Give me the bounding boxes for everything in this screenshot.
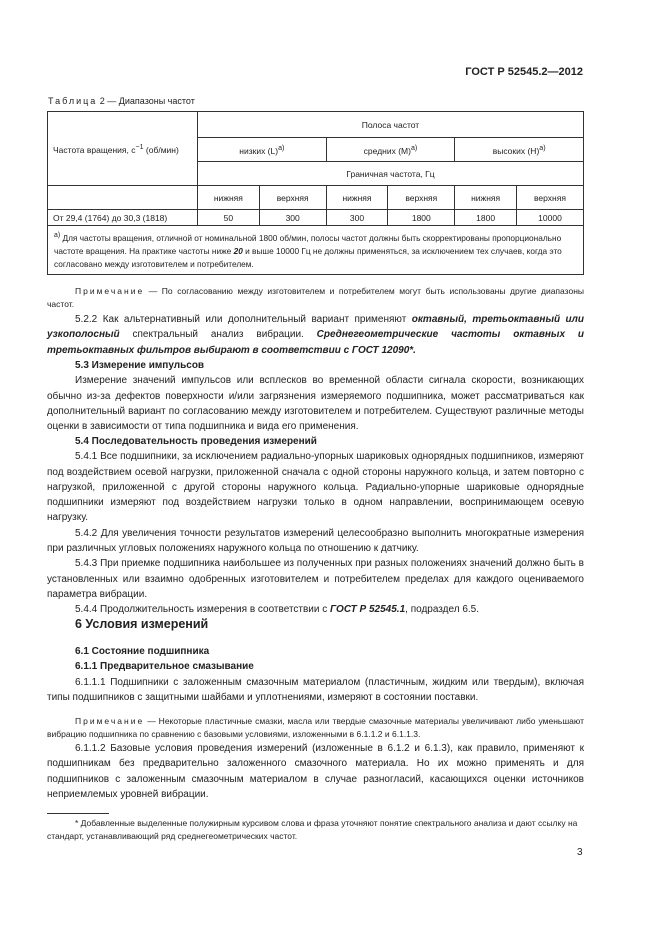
limit-frequency-header: Граничная частота, Гц [198,162,584,186]
note-text: — По согласованию между изготовителем и потребителем могут быть использованы другие диапазоны частот. [47,286,584,309]
page-footnote: * Добавленные выделенные полужирным курсивом слова и фраза уточняют понятие спектрального анализа и дают ссылку на стандарт, устанавливающий ряд среднегеометрических частот. [47,818,578,841]
paragraph-5-2-2: 5.2.2 Как альтернативный или дополнительный вариант применяют октавный, третьоктавный или узкополосный спектральный анализ вибрации. Среднегеометрические частоты октавных и третьоктавных фильтров выбирают в соответствии с ГОСТ 12090*. [47,314,584,356]
band-mid-header: средних $(M)^{a)}$ [326,138,455,162]
band-high-header: высоких $(H)^{a)}$ [455,138,584,162]
table-caption [48,96,195,106]
section-5-4 [47,434,584,618]
paragraph-6-1-1-1: 6.1.1.1 Подшипники с заложенным смазочным материалом (пластичным, жидким или твердым), включая типы подшипников с защитными шайбами и уплотнениями, измеряют в состоянии поставки. [47,676,584,703]
note-label: Примечание [75,716,145,726]
table-value: 1800 [388,210,455,226]
frequency-ranges-table [47,111,584,275]
section-5-4-heading: 5.4 Последовательность проведения измерений [75,436,317,447]
page-number: 3 [577,847,583,858]
section-5-3 [47,358,584,434]
table-footnote: $^{a)}$ Для частоты вращения, отличной от номинальной 1800 об/мин, полосы частот должны быть скорректированы пропорционально частоте вращения. На практике частоты ниже 20 и выше 10000 Гц не должны применяться, за исключением тех случаев, когда это согласовано между изготовителем и потребителем. [48,226,584,275]
rotation-speed-header: Частота вращения, $с^{-1}$ (об/мин) [48,112,198,186]
frequency-band-header: Полоса частот [198,112,584,138]
band-low-header: низких $(L)^{a)}$ [198,138,327,162]
paragraph-5-4-2: 5.4.2 Для увеличения точности результатов измерений целесообразно выполнить многократные измерения при различных угловых положениях наружного кольца по отношению к датчику. [47,527,584,555]
table-value: 10000 [516,210,583,226]
document-id-header: ГОСТ Р 52545.2—2012 [465,66,583,78]
table-value: 1800 [455,210,517,226]
footnote-separator [47,813,109,814]
table-value: 300 [326,210,388,226]
limit-label: верхняя [388,186,455,210]
section-5-3-text: Измерение значений импульсов или всплесков во временной области сигнала скорости, возникающих обычно из-за дефектов поверхности и/или загрязнения измеряемого подшипника, может рассматриваться как дополнительный вариант по согласованию между изготовителем и потребителем. Существуют различные методы оценки в зависимости от типа подшипника и вида его применения. [47,375,584,433]
paragraph-6-1-1-2: 6.1.1.2 Базовые условия проведения измерений (изложенные в 6.1.2 и 6.1.3), как правило, применяют к подшипникам без предварительно заложенного смазочного материала. Но их можно применять и для подшипников с заложенным смазочным материалом в случае разногласий, касающихся оценки источников неприемлемых уровней вибрации. [47,743,584,800]
table-caption-text: 2 — Диапазоны частот [97,96,195,106]
section-6-heading: 6 Условия измерений [75,617,209,631]
note-frequency-ranges [47,285,584,311]
table-value: 300 [259,210,326,226]
limit-label: верхняя [516,186,583,210]
paragraph-5-4-4: 5.4.4 Продолжительность измерения в соответствии с ГОСТ Р 52545.1, подраздел 6.5. [75,604,480,616]
empty-corner-cell [48,186,198,210]
paragraph-5-4-3: 5.4.3 При приемке подшипника наибольшее из полученных при разных положениях значений должно быть в установленных или взаимно одобренных изготовителем и потребителем пределах для каждого оцениваемого параметра вибрации. [47,558,584,600]
section-6-1-heading: 6.1 Состояние подшипника [75,646,210,657]
limit-label: нижняя [326,186,388,210]
section-5-3-heading: 5.3 Измерение импульсов [75,360,205,371]
limit-label: верхняя [259,186,326,210]
note-text: — Некоторые пластичные смазки, масла или твердые смазочные материалы увеличивают либо уменьшают вибрацию подшипника по сравнению с базовыми условиями, изложенными в 6.1.1.2 и 6.1.1.3. [47,716,584,739]
note-label: Примечание [75,286,145,296]
section-6-1 [47,644,584,705]
section-6-1-1-heading: 6.1.1 Предварительное смазывание [75,661,254,673]
limit-label: нижняя [198,186,260,210]
paragraph-5-4-1: 5.4.1 Все подшипники, за исключением радиально-упорных шариковых однорядных подшипников, измеряют под воздействием осевой нагрузки, приложенной сначала с одной стороны наружного кольца, и затем повторно с нагрузкой, приложенной с другой стороны наружного кольца. Радиально-упорные шариковые однорядные подшипники измеряют под воздействием нагрузки только в одном направлении, воспринимающем осевую нагрузку. [47,451,584,524]
speed-range-cell: От 29,4 (1764) до 30,3 (1818) [48,210,198,226]
note-lubricants [47,715,584,741]
table-caption-word: Таблица [48,96,98,106]
table-value: 50 [198,210,260,226]
limit-label: нижняя [455,186,517,210]
